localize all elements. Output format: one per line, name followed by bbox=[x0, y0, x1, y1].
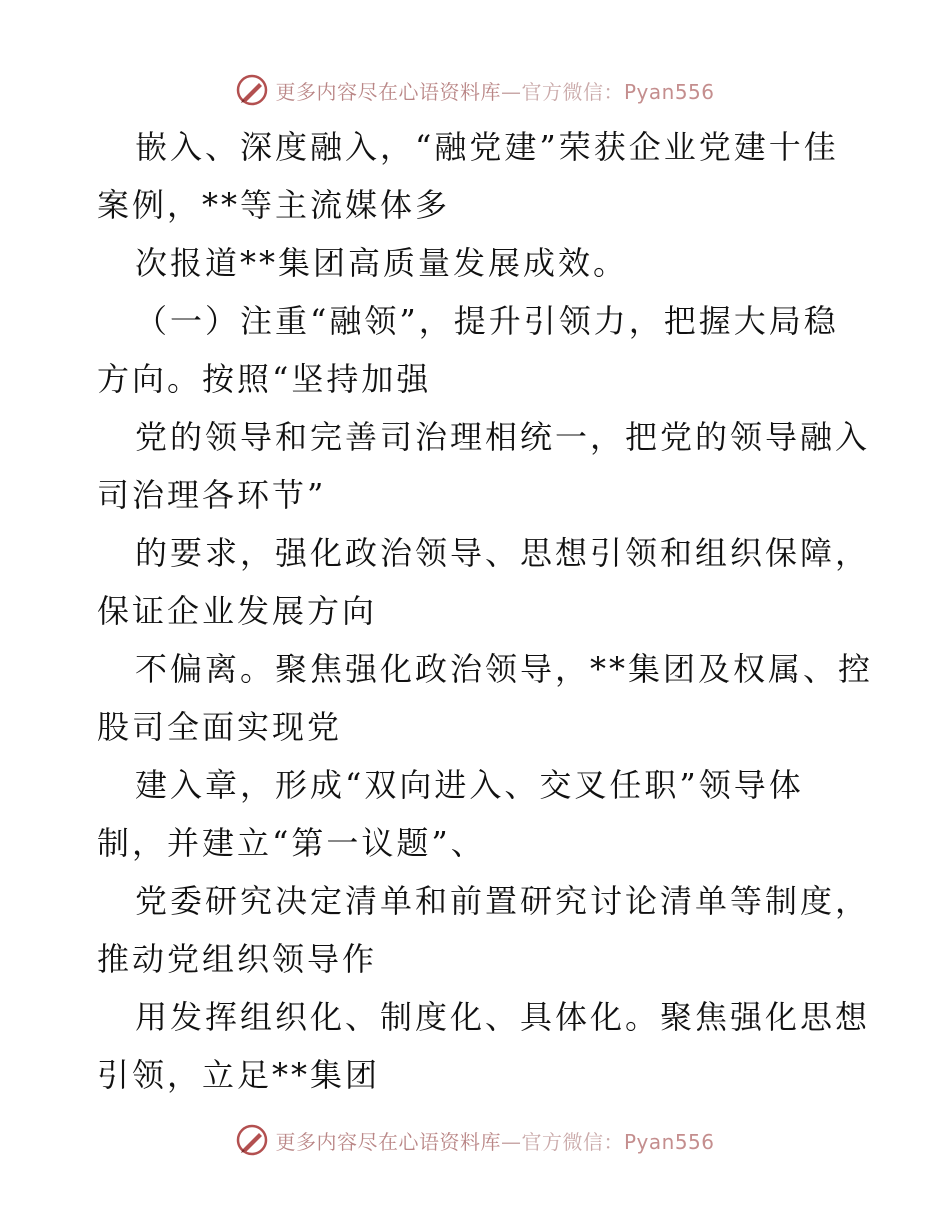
text-line: （一）注重“融领”，提升引领力，把握大局稳 bbox=[135, 302, 839, 340]
header-watermark bbox=[0, 70, 950, 110]
text-line: 党的领导和完善司治理相统一，把党的领导融入 bbox=[135, 418, 871, 456]
watermark-text bbox=[275, 76, 714, 105]
watermark-wechat-id: Pyan556 bbox=[623, 79, 715, 104]
text-line: 党委研究决定清单和前置研究讨论清单等制度， bbox=[135, 882, 871, 920]
text-line: 案例，**等主流媒体多 bbox=[97, 186, 451, 224]
text-line: 不偏离。聚焦强化政治领导，**集团及权属、控 bbox=[135, 650, 874, 688]
text-line: 次报道**集团高质量发展成效。 bbox=[135, 244, 629, 282]
text-line: 嵌入、深度融入，“融党建”荣获企业党建十佳 bbox=[135, 128, 839, 166]
watermark-wechat-id: Pyan556 bbox=[623, 1129, 715, 1154]
text-line: 方向。按照“坚持加强 bbox=[97, 360, 432, 398]
pen-logo-icon bbox=[235, 1123, 269, 1157]
footer-watermark bbox=[0, 1120, 950, 1160]
watermark-separator: — bbox=[500, 1129, 522, 1154]
watermark-separator: — bbox=[500, 79, 522, 104]
text-line: 引领，立足**集团 bbox=[97, 1056, 381, 1094]
watermark-brand: 更多内容尽在心语资料库 bbox=[275, 79, 501, 104]
watermark-wechat-label: 官方微信： bbox=[521, 79, 624, 104]
text-line: 用发挥组织化、制度化、具体化。聚焦强化思想 bbox=[135, 998, 871, 1036]
text-line: 保证企业发展方向 bbox=[97, 592, 378, 630]
watermark-wechat-label: 官方微信： bbox=[521, 1129, 624, 1154]
watermark-text bbox=[275, 1126, 714, 1155]
text-line: 制，并建立“第一议题”、 bbox=[97, 824, 486, 862]
document-body bbox=[97, 118, 874, 1104]
text-line: 建入章，形成“双向进入、交叉任职”领导体 bbox=[135, 766, 804, 804]
watermark-brand: 更多内容尽在心语资料库 bbox=[275, 1129, 501, 1154]
text-line: 司治理各环节” bbox=[97, 476, 327, 514]
pen-logo-icon bbox=[235, 73, 269, 107]
text-line: 股司全面实现党 bbox=[97, 708, 343, 746]
text-line: 的要求，强化政治领导、思想引领和组织保障， bbox=[135, 534, 871, 572]
text-line: 推动党组织领导作 bbox=[97, 940, 378, 978]
